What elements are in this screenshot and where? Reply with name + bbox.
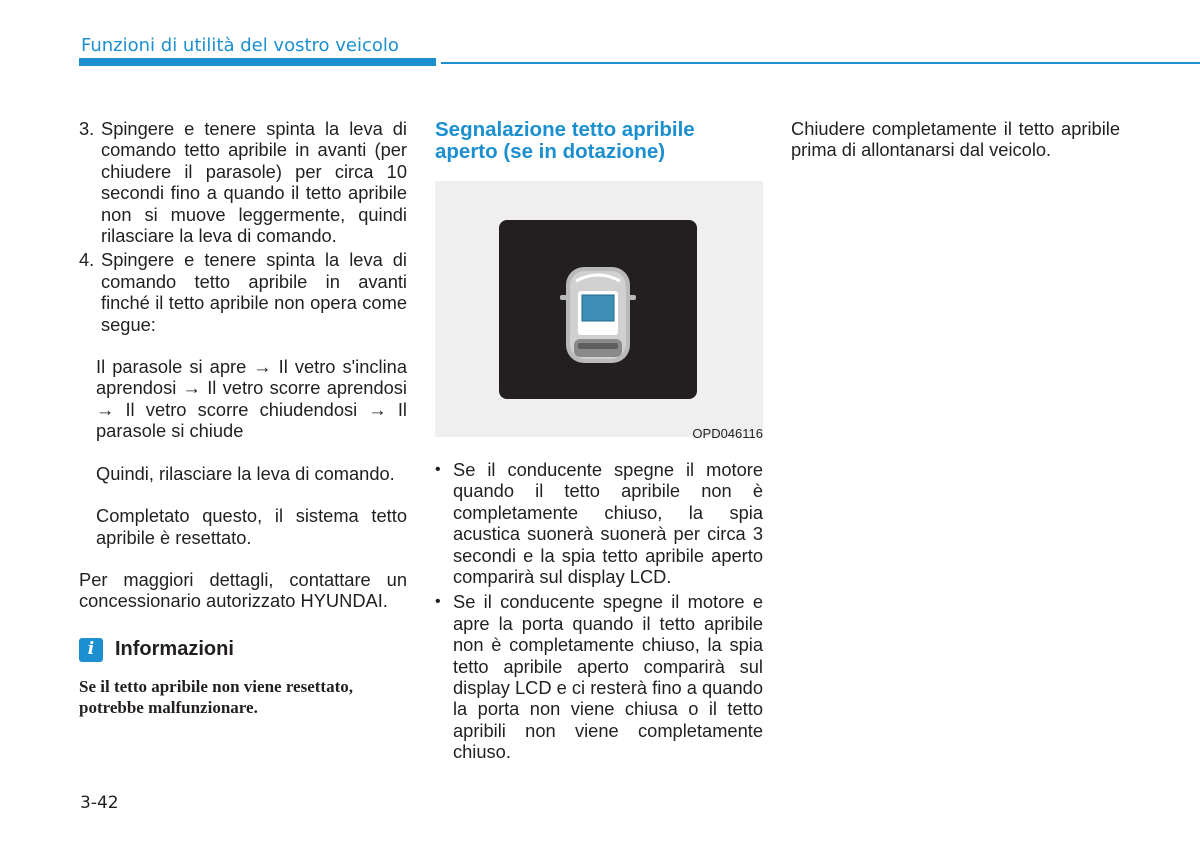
- list-item-text: Se il conducente spegne il motore e apre la porta quando il tetto apribile non è completamente chiuso, la spia tetto apribile aperto comparirà sul display LCD e ci resterà fino a quando la porta non viene chiusa o il tetto apribili non viene completamente chiuso.: [453, 591, 763, 763]
- bullet-list: [435, 459, 763, 763]
- info-title: Informazioni: [115, 638, 234, 661]
- lcd-display: [499, 220, 697, 399]
- figure-panel: [435, 181, 763, 441]
- header-rule-thin: [441, 62, 1200, 64]
- operation-sequence: Il parasole si apre → Il vetro s'inclina aprendosi → Il vetro scorre aprendosi → Il vetro scorre chiudendosi → Il parasole si chiude: [96, 356, 407, 442]
- list-item: [435, 591, 763, 762]
- page-number: 3-42: [80, 793, 119, 813]
- left-column: [79, 118, 407, 718]
- right-column-text: Chiudere completamente il tetto apribile prima di allontanarsi dal veicolo.: [791, 118, 1120, 161]
- figure-code: OPD046116: [692, 426, 763, 441]
- release-instruction: Quindi, rilasciare la leva di comando.: [96, 462, 395, 484]
- section-header: Funzioni di utilità del vostro veicolo: [81, 35, 399, 56]
- reset-note: Completato questo, il sistema tetto apribile è resettato.: [96, 505, 407, 548]
- step-number: 4.: [79, 249, 95, 271]
- step-3: [79, 118, 407, 246]
- middle-column: [435, 118, 763, 763]
- info-header: [79, 638, 407, 662]
- bullet-icon: •: [435, 461, 441, 478]
- list-item: [435, 459, 763, 587]
- list-item-text: Se il conducente spegne il motore quando il tetto apribile non è completamente chiuso, la spia acustica suonerà suonerà per circa 3 secondi e la spia tetto apribile aperto comparirà sul display LCD.: [453, 459, 763, 588]
- step-text: Spingere e tenere spinta la leva di comando tetto apribile in avanti finché il tetto apribile non opera come segue:: [101, 249, 407, 335]
- step-number: 3.: [79, 118, 95, 139]
- info-text: Se il tetto apribile non viene resettato, potrebbe malfunzionare.: [79, 676, 354, 717]
- info-icon: i: [79, 638, 103, 662]
- step-text: Spingere e tenere spinta la leva di comando tetto apribile in avanti (per chiudere il parasole) per circa 10 secondi fino a quando il tetto apribile non si muove leggermente, quindi rilasciare la leva di comando.: [101, 118, 407, 247]
- header-rule-thick: [79, 58, 436, 66]
- dealer-note: Per maggiori dettagli, contattare un concessionario autorizzato HYUNDAI.: [79, 568, 407, 612]
- open-sunroof-warning-icon: [560, 261, 636, 369]
- bullet-icon: •: [435, 593, 441, 611]
- section-title: Segnalazione tetto apribile aperto (se in dotazione): [435, 118, 695, 163]
- step-4: [79, 249, 407, 335]
